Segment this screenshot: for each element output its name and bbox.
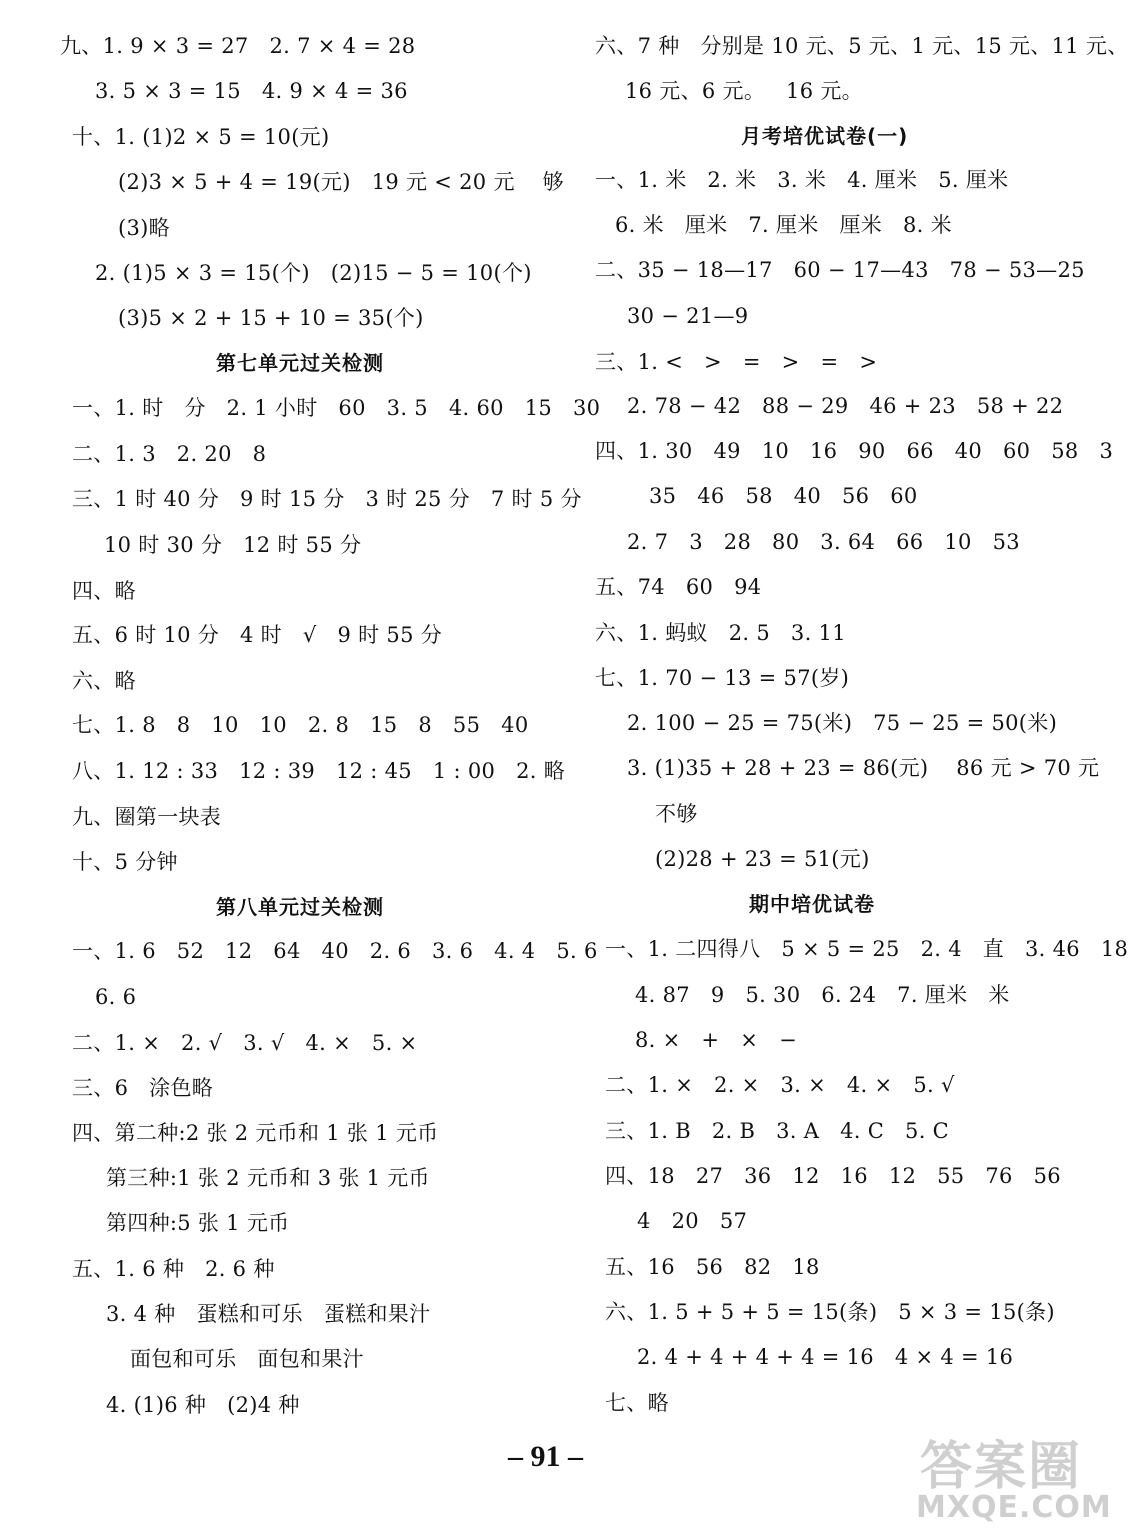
answer-line: 4. (1)6 种 (2)4 种 xyxy=(106,1393,300,1417)
answer-line: 十、5 分钟 xyxy=(72,850,178,874)
answer-line: 六、7 种 分别是 10 元、5 元、1 元、15 元、11 元、 xyxy=(595,34,1129,58)
answer-line: 七、略 xyxy=(605,1391,669,1415)
answer-line: 三、1. < > = > = > xyxy=(595,350,878,374)
answer-line: 2. 7 3 28 80 3. 64 66 10 53 xyxy=(627,530,1020,554)
answer-line: 二、1. × 2. √ 3. √ 4. × 5. × xyxy=(72,1031,418,1055)
answer-line: (2)28 + 23 = 51(元) xyxy=(655,847,870,871)
answer-line: 八、1. 12 : 33 12 : 39 12 : 45 1 : 00 2. 略 xyxy=(72,759,566,783)
answer-line: 七、1. 8 8 10 10 2. 8 15 8 55 40 xyxy=(72,713,529,737)
answer-line: 二、1. 3 2. 20 8 xyxy=(72,442,267,466)
answer-line: 三、6 涂色略 xyxy=(72,1076,214,1100)
answer-line: 四、1. 30 49 10 16 90 66 40 60 58 3 xyxy=(595,439,1114,463)
answer-line: 2. (1)5 × 3 = 15(个) (2)15 − 5 = 10(个) xyxy=(95,261,532,285)
section-heading: 第八单元过关检测 xyxy=(216,895,384,919)
answer-line: 一、1. 米 2. 米 3. 米 4. 厘米 5. 厘米 xyxy=(595,168,1009,192)
answer-line: 五、6 时 10 分 4 时 √ 9 时 55 分 xyxy=(72,623,443,647)
answer-line: 第四种:5 张 1 元币 xyxy=(106,1211,290,1235)
answer-line: 四、略 xyxy=(72,579,136,603)
watermark-logo xyxy=(916,1420,1112,1530)
answer-line: 不够 xyxy=(655,802,698,826)
answer-line: 四、第二种:2 张 2 元币和 1 张 1 元币 xyxy=(72,1121,439,1145)
answer-line: 五、74 60 94 xyxy=(595,575,762,599)
answer-line: 四、18 27 36 12 16 12 55 76 56 xyxy=(605,1164,1061,1188)
answer-line: 二、1. × 2. × 3. × 4. × 5. √ xyxy=(605,1073,955,1097)
answer-line: (3)略 xyxy=(118,216,170,240)
answer-line: 五、16 56 82 18 xyxy=(605,1255,820,1279)
answer-line: 3. 5 × 3 = 15 4. 9 × 4 = 36 xyxy=(95,79,408,103)
answer-line: 六、1. 5 + 5 + 5 = 15(条) 5 × 3 = 15(条) xyxy=(605,1300,1055,1324)
answer-line: 4. 87 9 5. 30 6. 24 7. 厘米 米 xyxy=(635,983,1010,1007)
answer-line: 一、1. 二四得八 5 × 5 = 25 2. 4 直 3. 46 18 xyxy=(605,937,1129,961)
answer-line: 2. 100 − 25 = 75(米) 75 − 25 = 50(米) xyxy=(627,711,1058,735)
answer-line: (2)3 × 5 + 4 = 19(元) 19 元 < 20 元 够 xyxy=(118,170,564,194)
answer-line: 6. 6 xyxy=(95,985,137,1009)
answer-line: 三、1 时 40 分 9 时 15 分 3 时 25 分 7 时 5 分 xyxy=(72,487,582,511)
answer-line: 8. × + × − xyxy=(635,1028,797,1052)
answer-line: 第三种:1 张 2 元币和 3 张 1 元币 xyxy=(106,1166,430,1190)
watermark-url: MXQE.COM xyxy=(916,1490,1112,1525)
section-heading: 期中培优试卷 xyxy=(749,892,875,916)
answer-line: 九、1. 9 × 3 = 27 2. 7 × 4 = 28 xyxy=(60,34,416,58)
answer-line: 六、略 xyxy=(72,669,136,693)
answer-line: 3. 4 种 蛋糕和可乐 蛋糕和果汁 xyxy=(106,1302,431,1326)
answer-line: 16 元、6 元。 16 元。 xyxy=(625,79,863,103)
answer-line: 面包和可乐 面包和果汁 xyxy=(130,1347,364,1371)
section-heading: 月考培优试卷(一) xyxy=(741,124,909,148)
answer-line: 一、1. 时 分 2. 1 小时 60 3. 5 4. 60 15 30 xyxy=(72,396,601,420)
answer-line: 七、1. 70 − 13 = 57(岁) xyxy=(595,666,850,690)
answer-line: 2. 78 − 42 88 − 29 46 + 23 58 + 22 xyxy=(627,394,1064,418)
answer-line: 三、1. B 2. B 3. A 4. C 5. C xyxy=(605,1119,950,1143)
answer-line: 十、1. (1)2 × 5 = 10(元) xyxy=(72,125,330,149)
answer-line: 二、35 − 18—17 60 − 17—43 78 − 53—25 xyxy=(595,258,1085,282)
answer-line: 2. 4 + 4 + 4 + 4 = 16 4 × 4 = 16 xyxy=(637,1345,1014,1369)
answer-line: 一、1. 6 52 12 64 40 2. 6 3. 6 4. 4 5. 6 xyxy=(72,939,598,963)
answer-line: 30 − 21—9 xyxy=(627,304,749,328)
watermark-text: 答案圈 xyxy=(919,1437,1082,1497)
answer-line: 九、圈第一块表 xyxy=(72,805,222,829)
answer-line: 五、1. 6 种 2. 6 种 xyxy=(72,1257,275,1281)
answer-line: 4 20 57 xyxy=(637,1209,748,1233)
answer-line: 3. (1)35 + 28 + 23 = 86(元) 86 元 > 70 元 xyxy=(627,756,1100,780)
answer-line: 六、1. 蚂蚁 2. 5 3. 11 xyxy=(595,621,846,645)
answer-line: 10 时 30 分 12 时 55 分 xyxy=(104,533,362,557)
page-number: – 91 – xyxy=(508,1440,583,1473)
answer-line: 35 46 58 40 56 60 xyxy=(649,484,918,508)
answer-line: 6. 米 厘米 7. 厘米 厘米 8. 米 xyxy=(615,213,952,237)
answer-line: (3)5 × 2 + 15 + 10 = 35(个) xyxy=(118,306,424,330)
section-heading: 第七单元过关检测 xyxy=(216,351,384,375)
